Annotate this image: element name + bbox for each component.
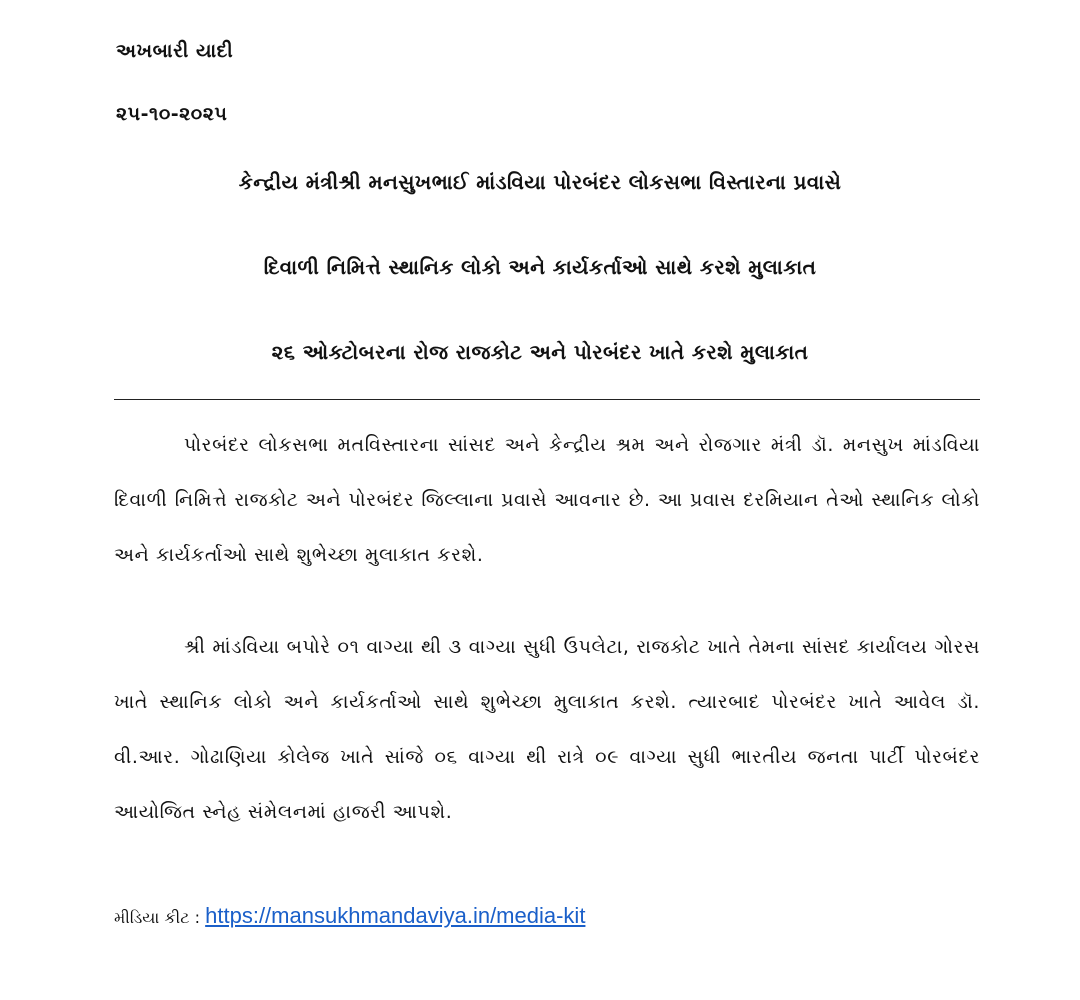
press-release-date: ૨૫-૧૦-૨૦૨૫ [116,103,228,125]
media-kit-label: મીડિયા કીટ : [114,908,201,927]
headline-1: કેન્દ્રીય મંત્રીશ્રી મનસુખભાઈ માંડવિયા પોરબંદર લોકસભા વિસ્તારના પ્રવાસે [238,170,842,194]
body-paragraph-2: શ્રી માંડવિયા બપોરે ૦૧ વાગ્યા થી ૩ વાગ્યા સુધી ઉપલેટા, રાજકોટ ખાતે તેમના સાંસદ કાર્યાલય ગોરસ ખાતે સ્થાનિક લોકો અને કાર્યકર્તાઓ સાથે શુભેચ્છા મુલાકાત કરશે. ત્યારબાદ પોરબંદર ખાતે આવેલ ડૉ. વી.આર. ગોઢાણિયા કોલેજ ખાતે સાંજે ૦૬ વાગ્યા થી રાત્રે ૦૯ વાગ્યા સુધી ભારતીય જનતા પાર્ટી પોરબંદર આયોજિત સ્નેહ સંમેલનમાં હાજરી આપશે. [114,636,980,823]
body-paragraph-1: પોરબંદર લોકસભા મતવિસ્તારના સાંસદ અને કેન્દ્રીય શ્રમ અને રોજગાર મંત્રી ડૉ. મનસુખ માંડવિયા દિવાળી નિમિત્તે રાજકોટ અને પોરબંદર જિલ્લાના પ્રવાસે આવનાર છે. આ પ્રવાસ દરમિયાન તેઓ સ્થાનિક લોકો અને કાર્યકર્તાઓ સાથે શુભેચ્છા મુલાકાત કરશે. [114,434,980,566]
media-kit-row [114,903,585,929]
headline-2: દિવાળી નિમિત્તે સ્થાનિક લોકો અને કાર્યકર્તાઓ સાથે કરશે મુલાકાત [263,255,817,279]
media-kit-link[interactable]: https://mansukhmandaviya.in/media-kit [205,903,586,928]
headline-3: ૨૬ ઓક્ટોબરના રોજ રાજકોટ અને પોરબંદર ખાતે કરશે મુલાકાત [271,340,809,364]
press-release-label: અખબારી યાદી [116,40,234,62]
divider-rule [114,399,980,400]
